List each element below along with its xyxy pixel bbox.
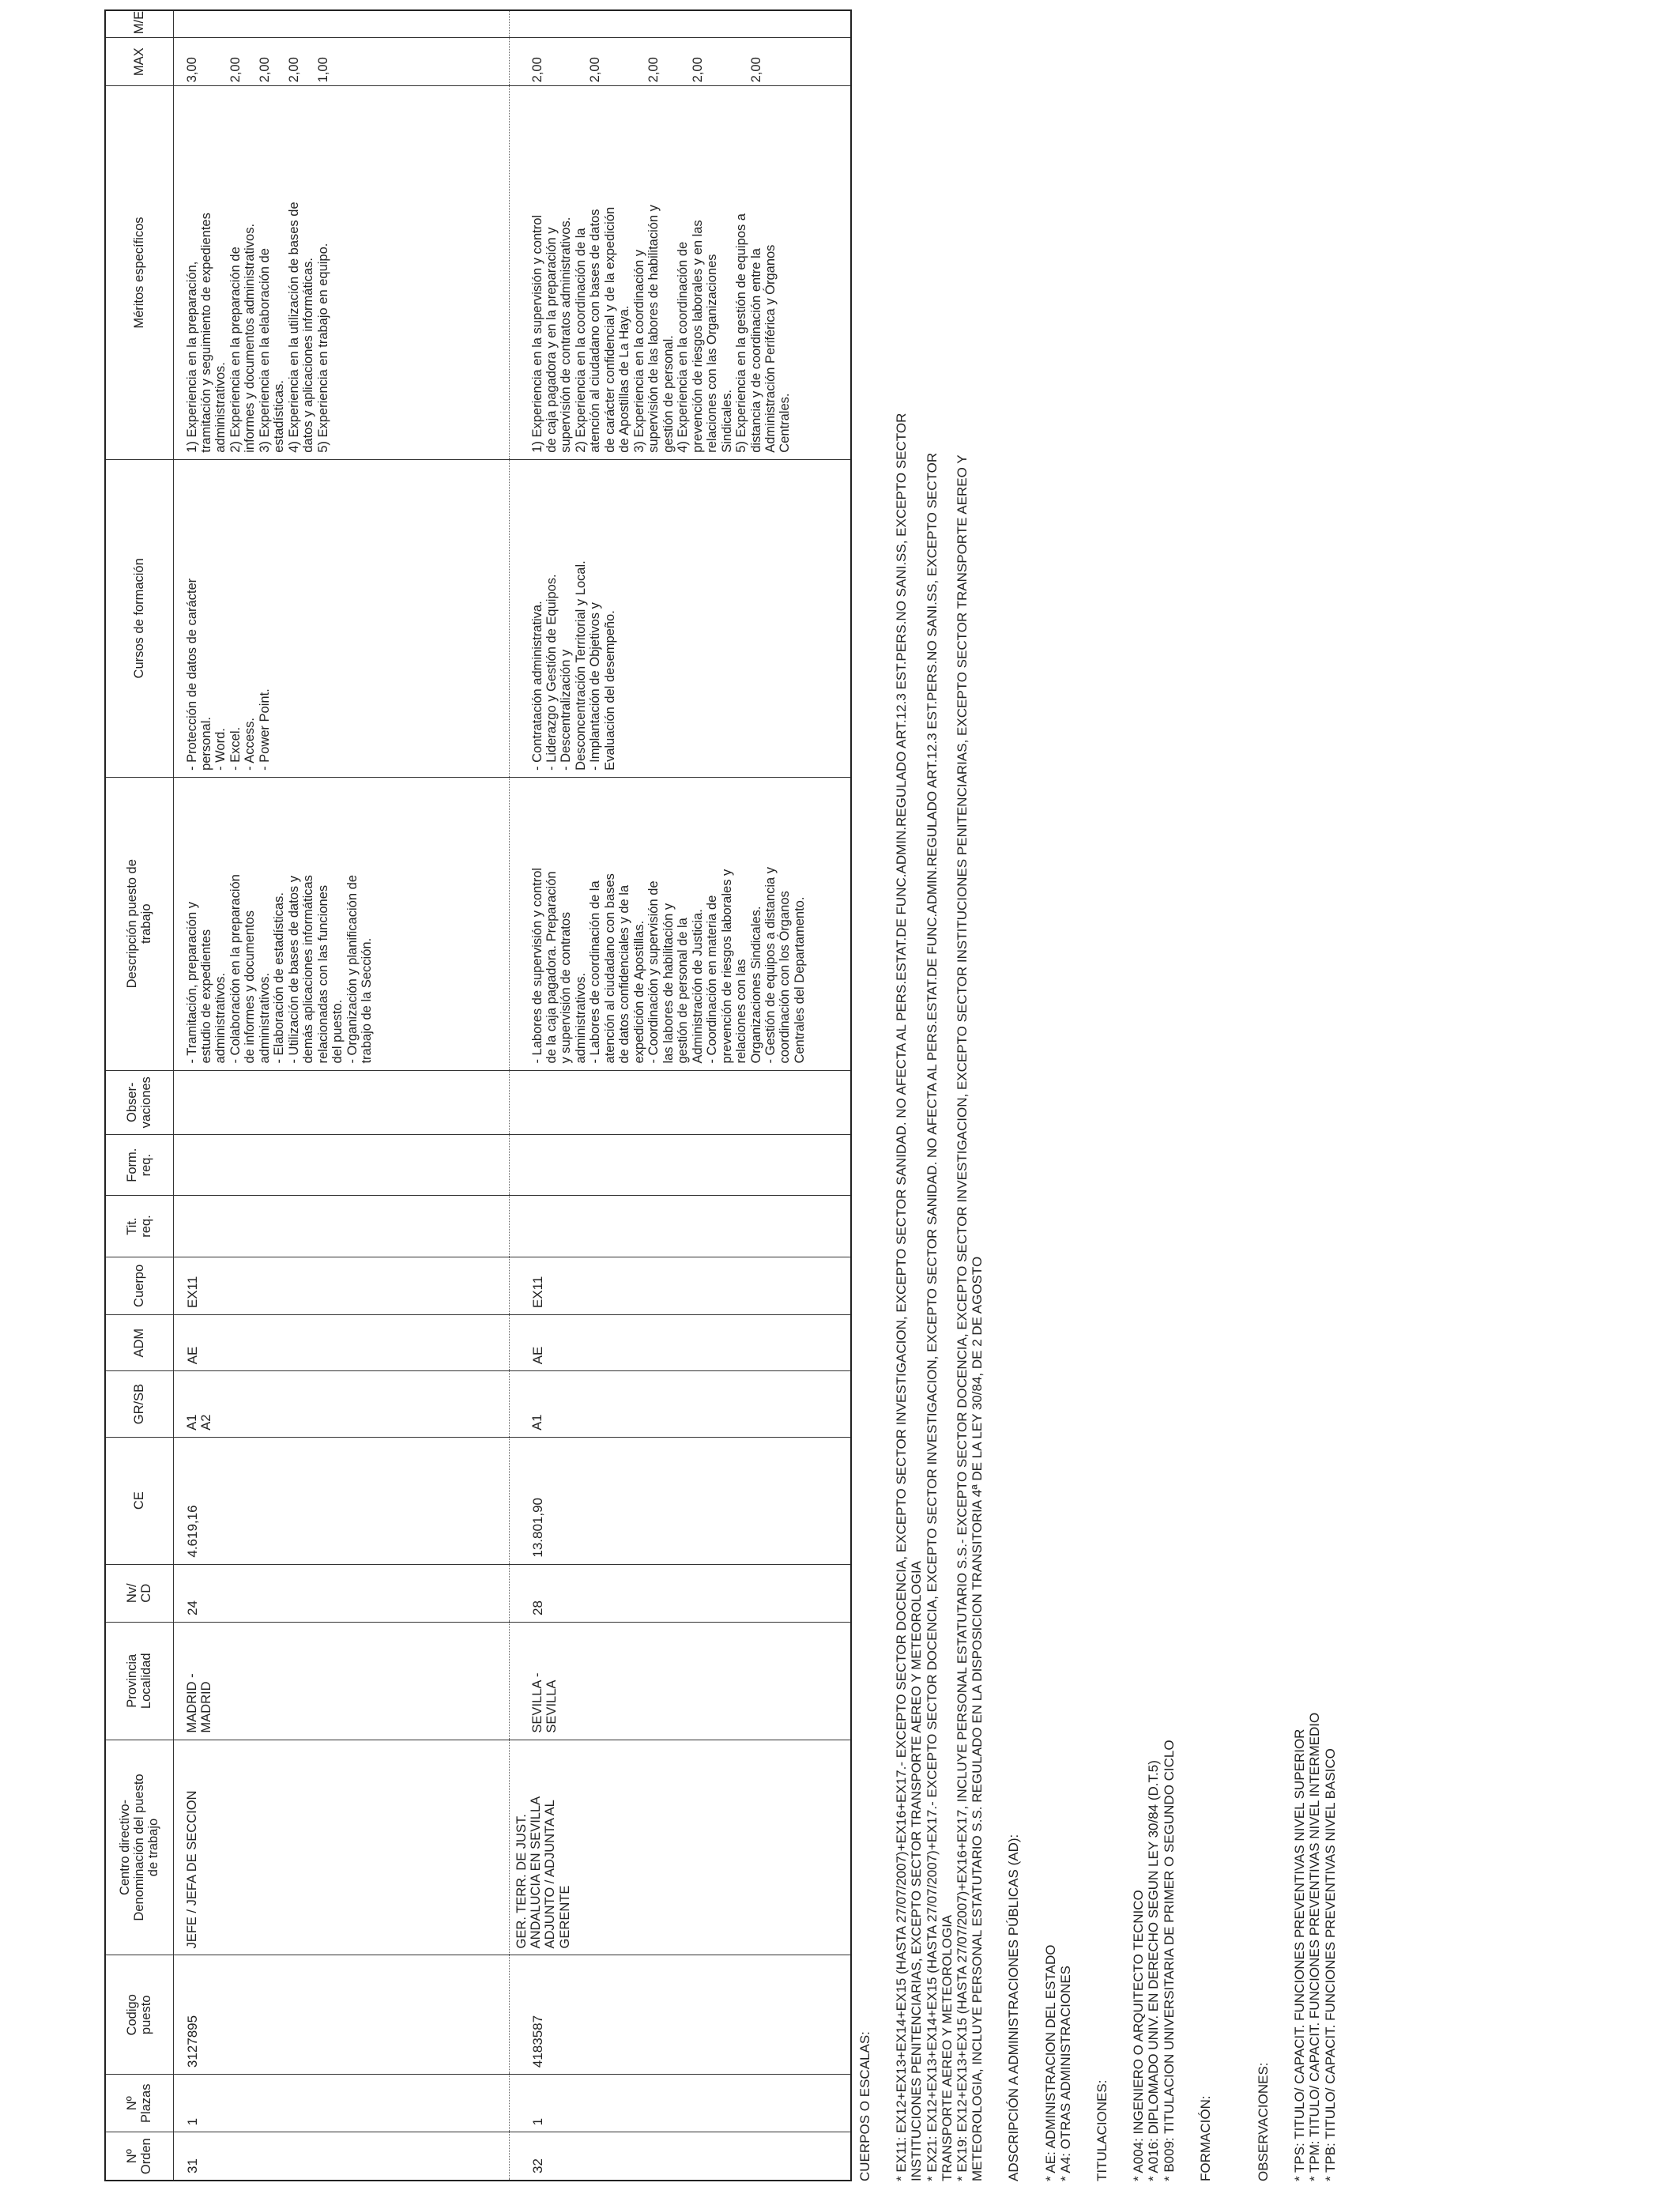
observaciones-title: OBSERVACIONES:	[1256, 2062, 1271, 2181]
header-centro: Centro directivo- Denominación del puesto de trabajo	[105, 1740, 173, 1955]
titulacion-item: * A016: DIPLOMADO UNIV. EN DERECHO SEGUN LEY 30/84 (D.T.5)	[1146, 1760, 1162, 2181]
cell-provincia: SEVILLA - SEVILLA	[509, 1622, 851, 1740]
cell-nivel: 28	[509, 1564, 851, 1622]
cell-descripcion: - Tramitación, preparación y estudio de expedientes administrativos. - Colaboración en la preparación de informes y documentos administrativos. - Elaboración de estadísticas. - Utilización de bases de datos y demás aplicaciones informáticas relacionadas con las funciones del puesto. - Organización y planificación de trabajo de la Sección.	[173, 777, 509, 1070]
cell-centro	[509, 1740, 851, 1955]
cuerpos-title: CUERPOS O ESCALAS:	[857, 2031, 872, 2181]
header-meritos: Méritos específicos	[105, 86, 173, 459]
denominacion-puesto: ADJUNTO / ADJUNTA AL GERENTE	[543, 1800, 572, 1949]
titulaciones-title: TITULACIONES:	[1094, 2079, 1110, 2181]
cell-adm: AE	[509, 1315, 851, 1371]
cell-form	[509, 1134, 851, 1195]
header-cuerpo: Cuerpo	[105, 1257, 173, 1314]
cell-plazas: 1	[173, 2075, 509, 2132]
cell-provincia: MADRID - MADRID	[173, 1622, 509, 1740]
header-orden: Nº Orden	[105, 2132, 173, 2181]
cell-plazas: 1	[509, 2075, 851, 2132]
cell-descripcion: - Labores de supervisión y control de la caja pagadora. Preparación y supervisión de contratos administrativos. - Labores de coordinación de la atención al ciudadano con bases de datos confidenciales y de la expedición de Apostillas. - Coordinación y supervisión de las labores de habilitación y gestión de personal de la Administración de Justicia. - Coordinación en materia de prevención de riesgos laborales y relaciones con las Organizaciones Sindicales. - Gestión de equipos a distancia y coordinación con los Órganos Centrales del Departamento.	[509, 777, 851, 1070]
cell-tit	[509, 1196, 851, 1257]
centro-directivo: GER. TERR. DE JUST. ANDALUCIA EN SEVILLA	[514, 1796, 543, 1949]
cell-grupo: A1	[509, 1371, 851, 1437]
observacion-item: * TPS: TITULO/ CAPACIT. FUNCIONES PREVENTIVAS NIVEL SUPERIOR	[1292, 1728, 1308, 2181]
observacion-item: * TPB: TITULO/ CAPACIT. FUNCIONES PREVENTIVAS NIVEL BASICO	[1322, 1748, 1338, 2181]
cell-max: 3,00 2,00 2,00 2,00 1,00	[173, 38, 509, 86]
cell-obs	[509, 1070, 851, 1134]
cuerpo-item: * EX11: EX12+EX13+EX14+EX15 (HASTA 27/07/2007)+EX16+EX17.- EXCEPTO SECTOR DOCENCIA, EXCEPTO SECTOR INVESTIGACION, EXCEPTO SECTOR SANIDAD. NO AFECTA AL PERS.ESTAT.DE FUNC.ADMIN.REGULADO ART.12.3 EST.PERS.NO SANI.SS, EXCEPTO SECTOR INSTITUCIONES PENITENCIARIAS, EXCEPTO SECTOR TRANSPORTE AEREO Y METEOROLOGIA	[894, 413, 925, 2181]
cell-orden: 32	[509, 2132, 851, 2181]
header-plazas: Nº Plazas	[105, 2075, 173, 2132]
adscripcion-item: * A4: OTRAS ADMINISTRACIONES	[1057, 1965, 1073, 2181]
cell-codigo: 4183587	[509, 1955, 851, 2075]
header-ce: CE	[105, 1437, 173, 1564]
cell-me	[173, 10, 509, 38]
cell-meritos: 1) Experiencia en la preparación, tramitación y seguimiento de expedientes administrativos. 2) Experiencia en la preparación de informes y documentos administrativos. 3) Experiencia en la elaboración de estadísticas. 4) Experiencia en la utilización de bases de datos y aplicaciones informáticas. 5) Experiencia en trabajo en equipo.	[173, 86, 509, 459]
observacion-item: * TPM: TITULO/ CAPACIT. FUNCIONES PREVENTIVAS NIVEL INTERMEDIO	[1307, 1712, 1323, 2181]
cell-nivel: 24	[173, 1564, 509, 1622]
cell-obs	[173, 1070, 509, 1134]
adscripcion-item: * AE: ADMINISTRACION DEL ESTADO	[1042, 1944, 1058, 2181]
cell-tit	[173, 1196, 509, 1257]
cell-form	[173, 1134, 509, 1195]
cell-max: 2,00 2,00 2,00 2,00 2,00	[509, 38, 851, 86]
cell-meritos: 1) Experiencia en la supervisión y control de caja pagadora y en la preparación y supervisión de contratos administrativos. 2) Experiencia en la coordinación de la atención al ciudadano con bases de datos de carácter confidencial y de la expedición de Apostillas de La Haya. 3) Experiencia en la coordinación y supervisión de las labores de habilitación y gestión de personal. 4) Experiencia en la coordinación de prevención de riesgos laborales y en las relaciones con las Organizaciones Sindicales. 5) Experiencia en la gestión de equipos a distancia y de coordinación entre la Administración Periférica y Órganos Centrales.	[509, 86, 851, 459]
cell-ce: 13.801,90	[509, 1437, 851, 1564]
header-adm: ADM	[105, 1315, 173, 1371]
header-codigo: Codigo puesto	[105, 1955, 173, 2075]
header-grupo: GR/SB	[105, 1371, 173, 1437]
header-obs: Obser- vaciones	[105, 1070, 173, 1134]
header-descripcion: Descripción puesto de trabajo	[105, 777, 173, 1070]
adscripcion-title: ADSCRIPCIÓN A ADMINISTRACIONES PÚBLICAS (AD):	[1006, 1834, 1022, 2181]
header-provincia: Provincia Localidad	[105, 1622, 173, 1740]
cell-me	[509, 10, 851, 38]
cell-grupo: A1 A2	[173, 1371, 509, 1437]
header-me: M/E	[105, 10, 173, 38]
header-form: Form. req.	[105, 1134, 173, 1195]
cell-cursos: - Protección de datos de carácter personal. - Word. - Excel. - Access. - Power Point.	[173, 459, 509, 777]
header-max: MAX	[105, 38, 173, 86]
titulacion-item: * A004: INGENIERO O ARQUITECTO TECNICO	[1131, 1890, 1147, 2181]
cell-adm: AE	[173, 1315, 509, 1371]
cell-cursos: - Contratación administrativa. - Liderazgo y Gestión de Equipos. - Descentralización y Desconcentración Territorial y Local. - Implantación de Objetivos y Evaluación del desempeño.	[509, 459, 851, 777]
cuerpo-item: * EX21: EX12+EX13+EX14+EX15 (HASTA 27/07/2007)+EX17.- EXCEPTO SECTOR DOCENCIA, EXCEPTO SECTOR INVESTIGACION, EXCEPTO SECTOR SANIDAD. NO AFECTA AL PERS.ESTAT.DE FUNC.ADMIN.REGULADO ART.12.3 EST.PERS.NO SANI.SS, EXCEPTO SECTOR TRANSPORTE AEREO Y METEOROLOGIA	[924, 452, 955, 2181]
plazas-table	[104, 9, 852, 2181]
cell-ce: 4.619,16	[173, 1437, 509, 1564]
table-row	[173, 10, 509, 2181]
table-row	[509, 10, 851, 2181]
cell-codigo: 3127895	[173, 1955, 509, 2075]
header-tit: Tit. req.	[105, 1196, 173, 1257]
formacion-title: FORMACIÓN:	[1197, 2095, 1213, 2181]
cell-centro: JEFE / JEFA DE SECCION	[173, 1740, 509, 1955]
titulacion-item: * B009: TITULACION UNIVERSITARIA DE PRIMER O SEGUNDO CICLO	[1161, 1740, 1177, 2181]
cuerpo-item: * EX19: EX12+EX13+EX15 (HASTA 27/07/2007)+EX16+EX17, INCLUYE PERSONAL ESTATUTARIO S.S.- EXCEPTO SECTOR DOCENCIA, EXCEPTO SECTOR INVESTIGACION, EXCEPTO SECTOR INSTITUCIONES PENITENCIARIAS, EXCEPTO SECTOR TRANSPORTE AEREO Y METEOROLOGIA, INCLUYE PERSONAL ESTATUTARIO S.S. REGULADO EN LA DISPOSICION TRANSITORIA 4ª DE LA LEY 30/84, DE 2 DE AGOSTO	[955, 454, 985, 2181]
cell-cuerpo: EX11	[173, 1257, 509, 1314]
cell-orden: 31	[173, 2132, 509, 2181]
legend-footer	[857, 16, 1338, 2181]
header-cursos: Cursos de formación	[105, 459, 173, 777]
cell-cuerpo: EX11	[509, 1257, 851, 1314]
header-nivel: Nv/ CD	[105, 1564, 173, 1622]
